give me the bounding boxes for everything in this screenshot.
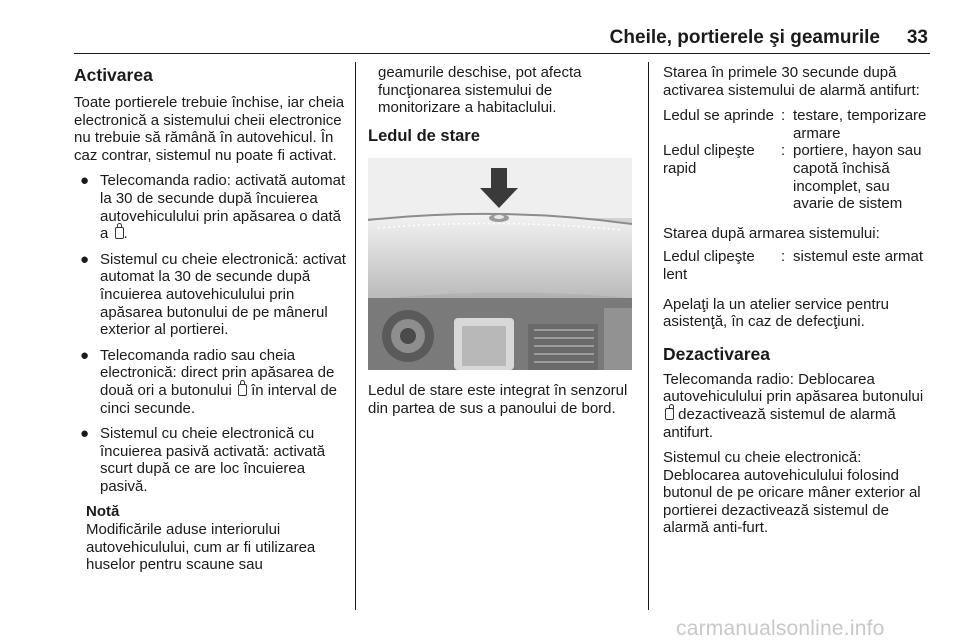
bullet-dot: ● [80,425,90,443]
dashboard-led-svg [368,158,632,370]
bullet-item [74,425,346,495]
section-heading-deactivation: Dezactivarea [663,343,771,364]
status-after-arming: Starea după armarea sistemului: [663,224,880,242]
bullet-dot: ● [80,346,90,364]
unlock-icon [665,408,674,420]
def-separator: : [781,107,786,125]
figure-caption-block [368,382,636,417]
page-number: 33 [906,27,928,48]
section-heading-activation: Activarea [74,65,153,85]
bullet-text: Sistemul cu cheie electronică: activat automat la 30 de secunde după încuierea autovehiculului prin apăsarea butonului de pe mânerul exterior al portierei. [100,250,346,339]
def-separator: : [781,142,786,160]
bullet-dot: ● [80,172,90,190]
def-description: portiere, hayon sau capotă închisă incomplet, sau avarie de sistem [793,142,922,213]
column-divider-2 [648,62,649,610]
lock-icon [238,384,247,396]
activation-intro: Toate portierele trebuie închise, iar cheia electronică a sistemului cheii electronice nu trebuie să rămână în autovehicul. În caz contrar, sistemul nu poate fi activat. [74,94,345,164]
bullet-text: Telecomanda radio sau cheia electronică: direct prin apăsarea de două ori a butonului [100,346,335,399]
note-label: Notă [86,503,120,521]
bullet-text-end: . [123,225,128,243]
deactivation-radio-text-end: dezactivează sistemul de alarmă antifurt. [663,405,896,441]
deactivation-radio-text: Telecomanda radio: Deblocarea autovehiculului prin apăsarea butonului [663,370,924,406]
service-advice: Apelaţi la un atelier service pentru asistenţă, în caz de defecţiuni. [663,295,889,331]
column-1 [74,64,346,574]
column-divider-1 [355,62,356,610]
status-intro: Starea în primele 30 secunde după activarea sistemului de alarmă antifurt: [663,64,920,99]
def-description: testare, temporizare armare [793,107,927,142]
note-text: Modificările aduse interiorului autovehiculului, cum ar fi utilizarea huselor pentru scaune sau [86,521,316,574]
column-2 [368,64,636,147]
bullet-dot: ● [80,250,90,268]
deactivation-keyless: Sistemul cu cheie electronică: Deblocarea autovehiculului folosind butonul de pe oricare mâner exterior al portierei dezactivează sistemul de alarmă anti-furt. [663,449,921,537]
def-description: sistemul este armat [793,248,924,266]
def-term: Ledul se aprinde [663,107,774,125]
header-rule [74,53,930,54]
figure-caption: Ledul de stare este integrat în senzorul din partea de sus a panoului de bord. [368,382,628,417]
column-3 [663,64,931,537]
note-continuation: geamurile deschise, pot afecta funcţionarea sistemului de monitorizare a habitaclului. [378,64,582,117]
def-separator: : [781,248,786,266]
watermark: carmanualsonline.info [676,617,885,640]
bullet-item [74,347,346,417]
bullet-text: Sistemul cu cheie electronică cu încuierea pasivă activată: activată scurt după ce are loc încuierea pasivă. [100,425,326,495]
status-definitions-2 [663,248,931,283]
lock-icon [115,227,124,239]
bullet-text-end: în interval de cinci secunde. [100,381,338,417]
def-term: Ledul clipeşte lent [663,248,755,283]
status-definitions-1 [663,107,931,213]
bullet-item [74,251,346,339]
bullet-item [74,172,346,242]
section-heading-status-led: Ledul de stare [368,126,480,145]
def-term: Ledul clipeşte rapid [663,142,755,177]
dashboard-led-illustration [368,158,632,370]
bullet-text: Telecomanda radio: activată automat la 30 de secunde după încuierea autovehiculului prin apăsarea o dată a [100,172,346,243]
deactivation-radio [663,371,931,441]
header-title: Cheile, portierele şi geamurile [609,27,880,48]
